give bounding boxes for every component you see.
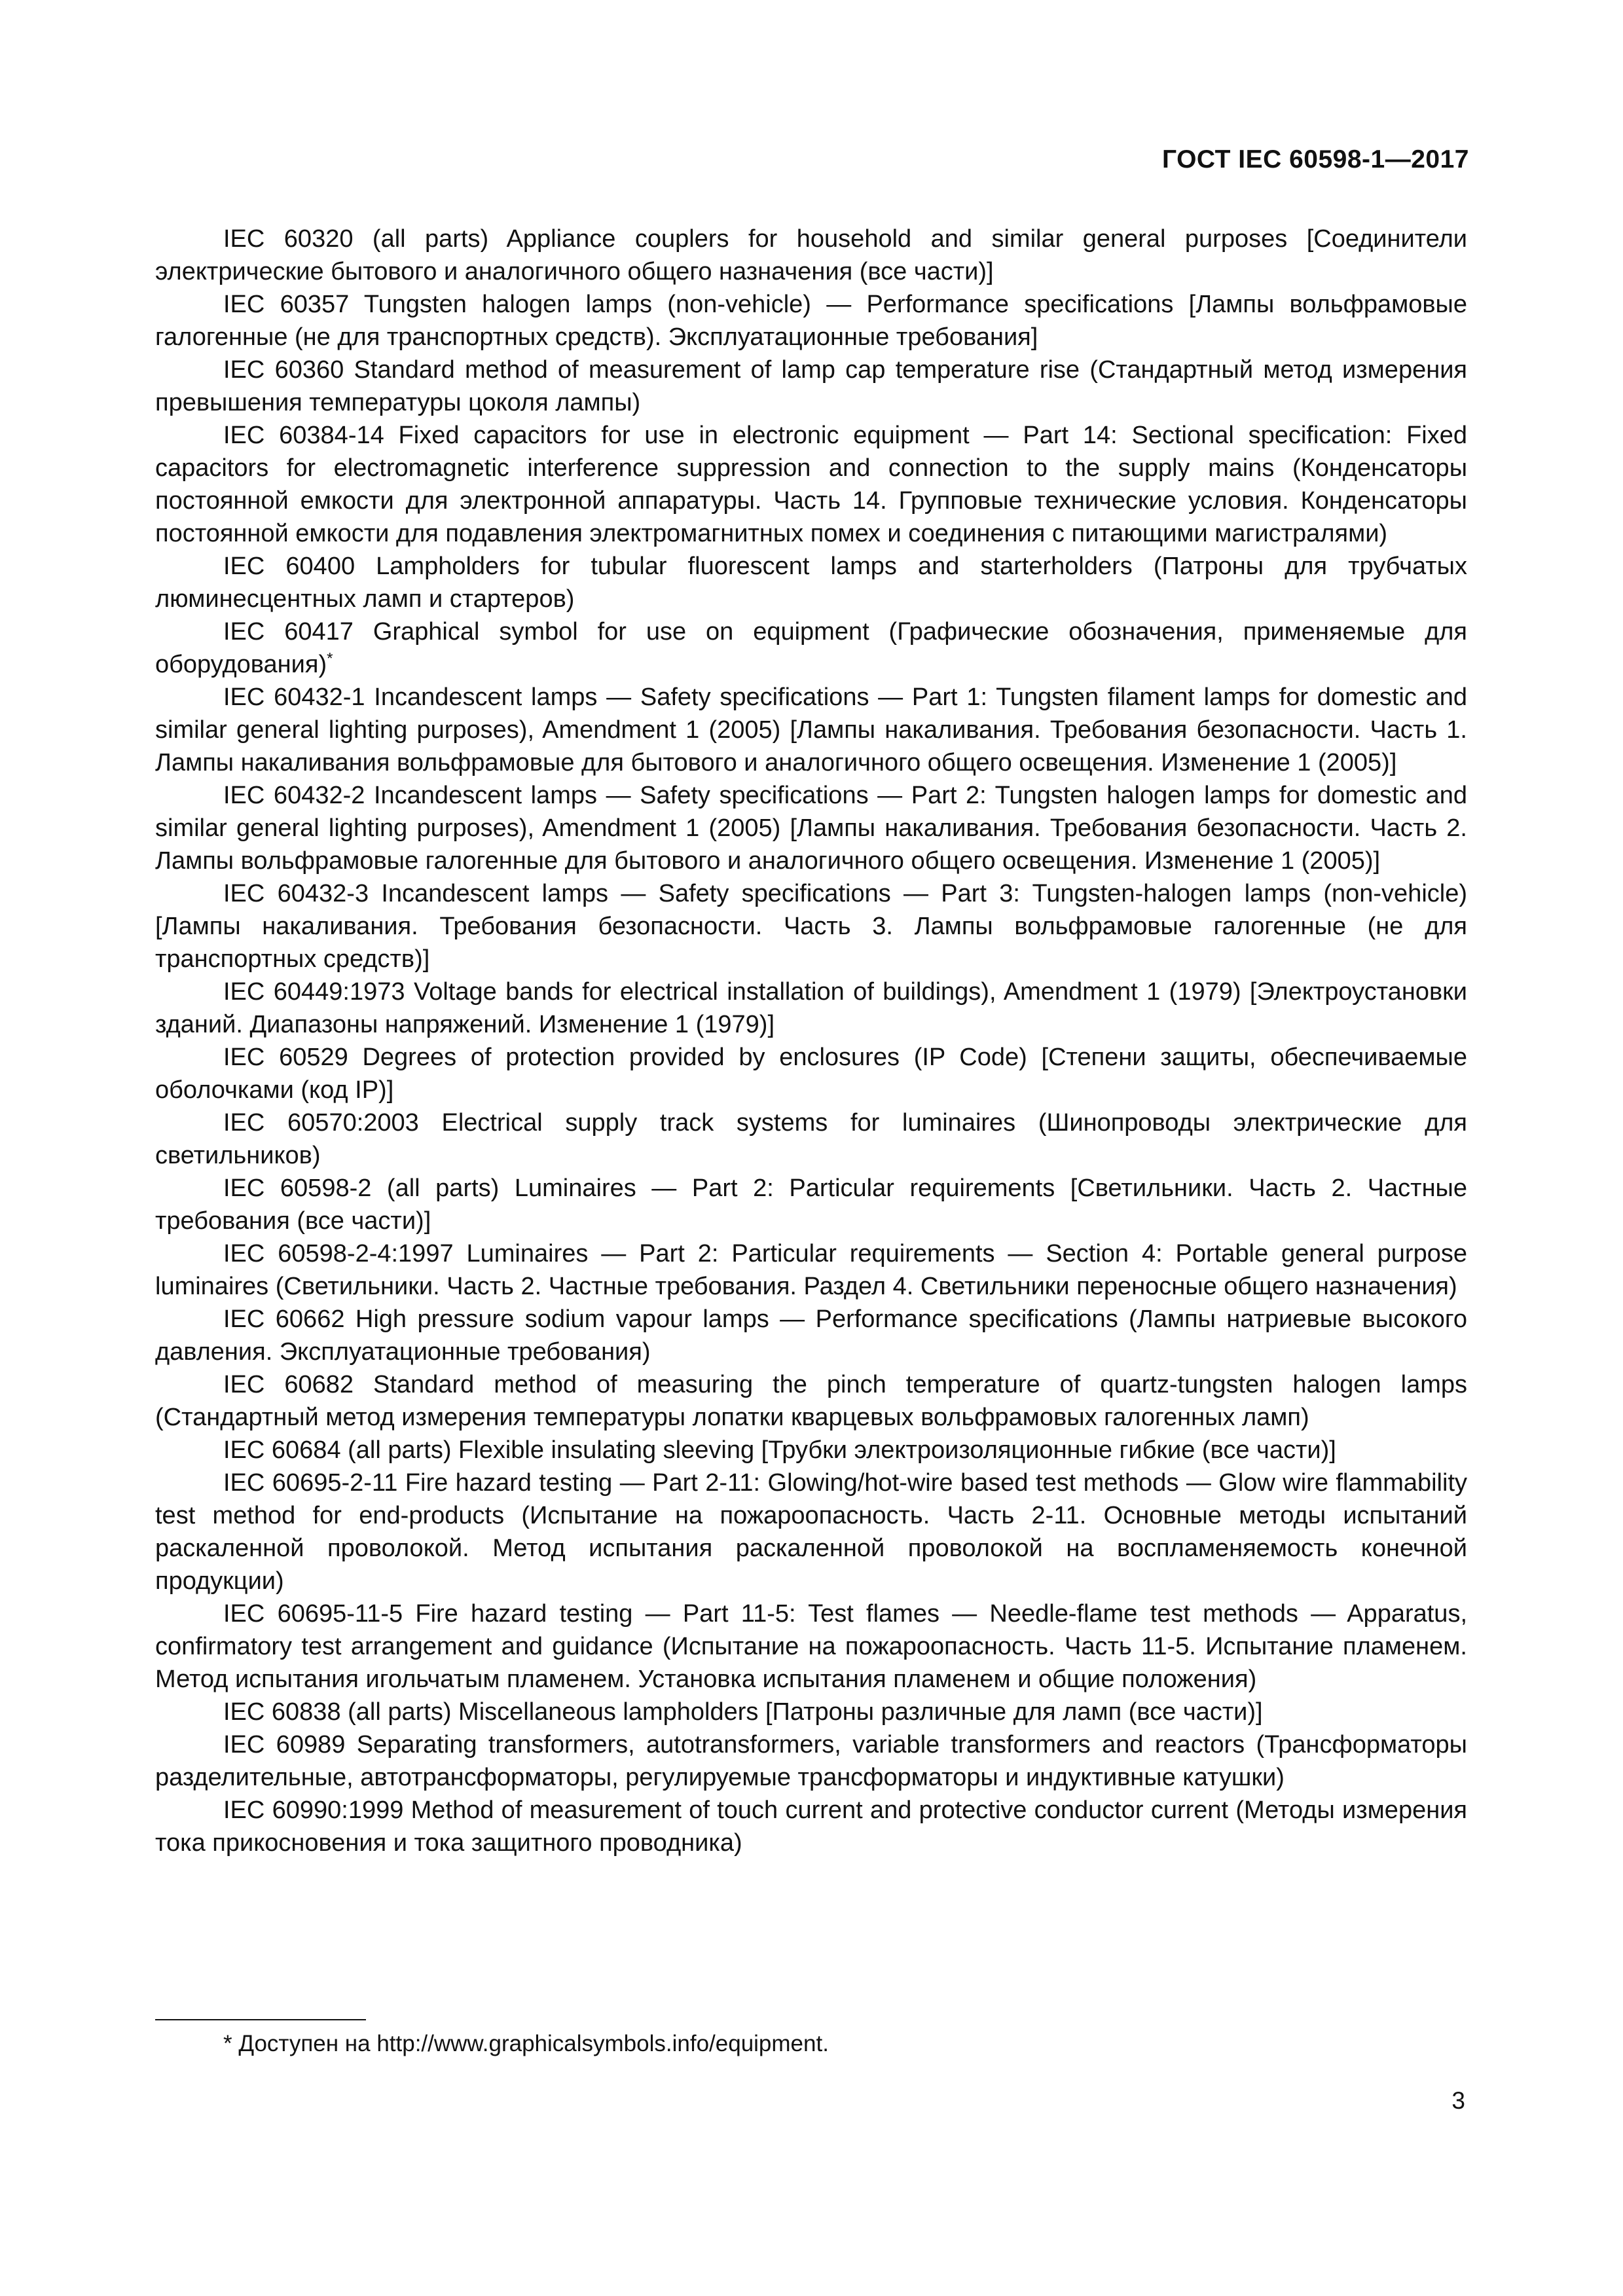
- reference-entry: IEC 60432-1 Incandescent lamps — Safety specifications — Part 1: Tungsten filament lamps for domestic and similar general lighting purposes), Amendment 1 (2005) [Лампы накаливания. Требования безопасности. Часть 1. Лампы накаливания вольфрамовые для бытового и аналогичного общего освещения. Изменение 1 (2005)]: [155, 683, 1467, 776]
- reference-entry: IEC 60838 (all parts) Miscellaneous lampholders [Патроны различные для ламп (все части)]: [223, 1698, 1263, 1726]
- footnote-divider: [155, 2019, 366, 2020]
- reference-entry: IEC 60682 Standard method of measuring the pinch temperature of quartz-tungsten halogen lamps (Стандартный метод измерения температуры лопатки кварцевых вольфрамовых галогенных ламп): [155, 1371, 1467, 1431]
- reference-entry: IEC 60529 Degrees of protection provided by enclosures (IP Code) [Степени защиты, обеспечиваемые оболочками (код IP)]: [155, 1044, 1467, 1104]
- reference-entry: IEC 60662 High pressure sodium vapour lamps — Performance specifications (Лампы натриевые высокого давления. Эксплуатационные требования): [155, 1305, 1467, 1366]
- reference-entry: IEC 60695-11-5 Fire hazard testing — Part 11-5: Test flames — Needle-flame test methods — Apparatus, confirmatory test arrangement and guidance (Испытание на пожароопасность. Часть 11-5. Испытание пламенем. Метод испытания игольчатым пламенем. Установка испытания пламенем и общие положения): [155, 1600, 1467, 1693]
- reference-entry: IEC 60695-2-11 Fire hazard testing — Part 2-11: Glowing/hot-wire based test methods — Glow wire flammability test method for end-products (Испытание на пожароопасность. Часть 2-11. Основные методы испытаний раскаленной проволокой. Метод испытания раскаленной проволокой на воспламеняемость конечной продукции): [155, 1469, 1467, 1595]
- reference-entry: IEC 60598-2 (all parts) Luminaires — Part 2: Particular requirements [Светильники. Часть 2. Частные требования (все части)]: [155, 1175, 1467, 1235]
- reference-entry: IEC 60432-2 Incandescent lamps — Safety specifications — Part 2: Tungsten halogen lamps for domestic and similar general lighting purposes), Amendment 1 (2005) [Лампы накаливания. Требования безопасности. Часть 2. Лампы вольфрамовые галогенные для бытового и аналогичного общего освещения. Изменение 1 (2005)]: [155, 782, 1467, 875]
- reference-entry: IEC 60384-14 Fixed capacitors for use in electronic equipment — Part 14: Sectional specification: Fixed capacitors for electromagnetic interference suppression and connection to the supply mains (Конденсаторы постоянной емкости для электронной аппаратуры. Часть 14. Групповые технические условия. Конденсаторы постоянной емкости для подавления электромагнитных помех и соединения с питающими магистралями): [155, 422, 1467, 547]
- reference-entry: IEC 60357 Tungsten halogen lamps (non-vehicle) — Performance specifications [Лампы вольфрамовые галогенные (не для транспортных средств). Эксплуатационные требования]: [155, 291, 1467, 351]
- document-code-header: ГОСТ IEC 60598-1—2017: [1161, 145, 1469, 173]
- reference-entry: IEC 60320 (all parts) Appliance couplers for household and similar general purposes [Соединители электрические бытового и аналогичного общего назначения (все части)]: [155, 225, 1467, 285]
- reference-entry: IEC 60684 (all parts) Flexible insulating sleeving [Трубки электроизоляционные гибкие (все части)]: [223, 1436, 1336, 1464]
- reference-entry: IEC 60400 Lampholders for tubular fluorescent lamps and starterholders (Патроны для трубчатых люминесцентных ламп и стартеров): [155, 553, 1467, 613]
- reference-entry: IEC 60432-3 Incandescent lamps — Safety specifications — Part 3: Tungsten-halogen lamps (non-vehicle) [Лампы накаливания. Требования безопасности. Часть 3. Лампы вольфрамовые галогенные (не для транспортных средств)]: [155, 880, 1467, 973]
- normative-references-list: [155, 223, 1467, 1859]
- footnote-marker: *: [327, 649, 333, 668]
- footnote: * Доступен на http://www.graphicalsymbols.info/equipment.: [223, 2031, 829, 2056]
- reference-entry: IEC 60570:2003 Electrical supply track systems for luminaires (Шинопроводы электрические для светильников): [155, 1109, 1467, 1169]
- reference-entry-text: IEC 60417 Graphical symbol for use on equipment (Графические обозначения, применяемые для оборудования): [155, 618, 1467, 678]
- reference-entry: IEC 60449:1973 Voltage bands for electrical installation of buildings), Amendment 1 (1979) [Электроустановки зданий. Диапазоны напряжений. Изменение 1 (1979)]: [155, 978, 1467, 1038]
- reference-entry: IEC 60598-2-4:1997 Luminaires — Part 2: Particular requirements — Section 4: Portable general purpose luminaires (Светильники. Часть 2. Частные требования. Раздел 4. Светильники переносные общего назначения): [155, 1240, 1467, 1300]
- page-number: 3: [1451, 2087, 1465, 2114]
- reference-entry: IEC 60360 Standard method of measurement of lamp cap temperature rise (Стандартный метод измерения превышения температуры цоколя лампы): [155, 356, 1467, 416]
- reference-entry: IEC 60989 Separating transformers, autotransformers, variable transformers and reactors (Трансформаторы разделительные, автотрансформаторы, регулируемые трансформаторы и индуктивные катушки): [155, 1731, 1467, 1791]
- reference-entry-with-footnote: [155, 615, 1467, 681]
- reference-entry: IEC 60990:1999 Method of measurement of touch current and protective conductor current (Методы измерения тока прикосновения и тока защитного проводника): [155, 1796, 1467, 1857]
